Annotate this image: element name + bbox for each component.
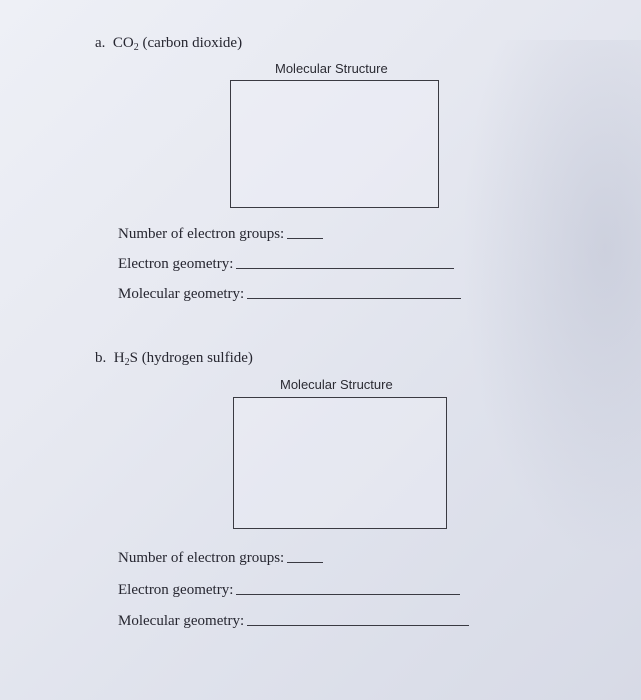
question-a-electron-groups-label: Number of electron groups: bbox=[118, 226, 285, 242]
question-a-structure-label: Molecular Structure bbox=[275, 61, 388, 76]
question-a-electron-geometry-blank[interactable] bbox=[236, 267, 454, 269]
question-a-letter: a. bbox=[95, 35, 106, 51]
question-b-structure-box[interactable] bbox=[233, 397, 447, 529]
question-b-letter: b. bbox=[95, 350, 107, 366]
question-b-title bbox=[95, 350, 253, 367]
question-b-electron-groups bbox=[118, 550, 323, 567]
question-a-structure-box[interactable] bbox=[230, 80, 439, 208]
question-a-molecular-geometry bbox=[118, 286, 461, 303]
page-shadow bbox=[461, 40, 641, 560]
question-b-molecular-geometry-label: Molecular geometry: bbox=[118, 613, 245, 629]
question-a-electron-geometry-label: Electron geometry: bbox=[118, 256, 234, 272]
question-b-name: (hydrogen sulfide) bbox=[141, 350, 253, 366]
question-a-molecular-geometry-blank[interactable] bbox=[247, 297, 461, 299]
question-a-molecular-geometry-label: Molecular geometry: bbox=[118, 286, 245, 302]
question-b-molecular-geometry-blank[interactable] bbox=[247, 624, 469, 626]
question-a-electron-geometry bbox=[118, 256, 454, 273]
question-b-formula: $H_2S$ bbox=[113, 350, 138, 368]
question-b-structure-label: Molecular Structure bbox=[280, 377, 393, 392]
question-b-electron-geometry-label: Electron geometry: bbox=[118, 582, 234, 598]
question-a-title bbox=[95, 35, 242, 52]
question-b-electron-groups-label: Number of electron groups: bbox=[118, 550, 285, 566]
question-b-molecular-geometry bbox=[118, 613, 469, 630]
question-b-electron-groups-blank[interactable] bbox=[287, 561, 323, 563]
question-a-electron-groups bbox=[118, 226, 323, 243]
question-a-formula: $CO_2$ bbox=[112, 35, 139, 53]
question-b-electron-geometry-blank[interactable] bbox=[236, 593, 460, 595]
question-a-electron-groups-blank[interactable] bbox=[287, 237, 323, 239]
question-a-name: (carbon dioxide) bbox=[142, 35, 243, 51]
question-b-electron-geometry bbox=[118, 582, 460, 599]
